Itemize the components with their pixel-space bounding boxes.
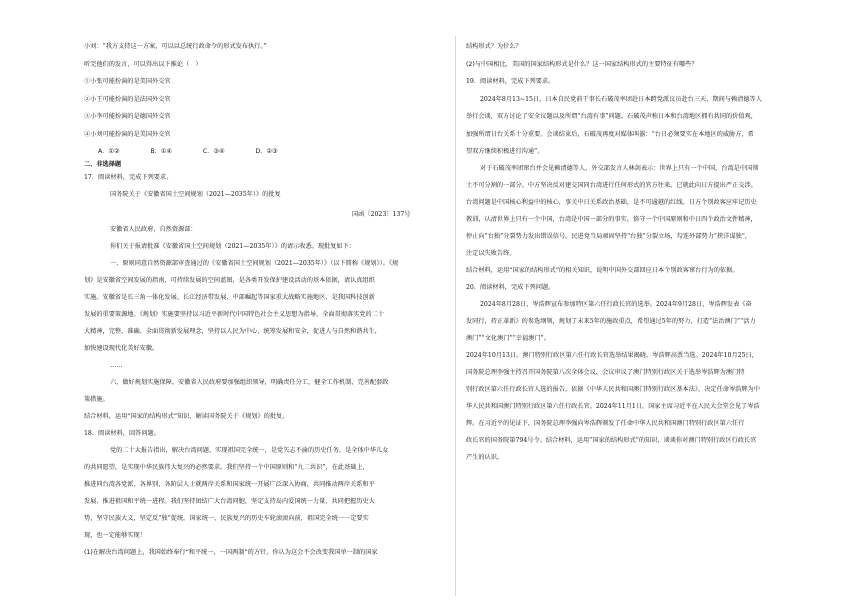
q18-subquestion-1: (1)在解决台湾问题上，我国始终奉行“和平统一，一国两制”的方针。你认为这会不会改变我国单一制的国家 bbox=[84, 549, 378, 556]
q20-material-line6: 别行政区第六任行政长官人选的报告，依据《中华人民共和国澳门特别行政区基本法》，决定任命岑浩辉为中 bbox=[466, 386, 760, 393]
q16-stem: 听完他们的发言，可以得出以下推论（ ） bbox=[84, 61, 202, 68]
q20-material-line4: 2024年10月13日，澳门特别行政区第六任行政长官选举结果揭晓，岑浩辉高票当选。2024年10月25日， bbox=[466, 352, 758, 359]
q20-material-line3: 澳门”“文化澳门”“幸福澳门”。 bbox=[466, 335, 550, 342]
q17-para1-line4: 发展的重要策源地。《规划》实施要坚持以习近平新时代中国特色社会主义思想为指导，全面贯彻落实党的二十 bbox=[84, 311, 385, 318]
q20-material-line2: 发同行，持正革新》的参选纲领，规划了未来5年的施政重点，希望通过5年的努力，打造“法治澳门”“活力 bbox=[466, 318, 756, 325]
q17-para1-line2: 划》是安徽省空间发展的指南、可持续发展的空间蓝图，是各类开发保护建设活动的基本依据，请认真组织 bbox=[84, 277, 375, 284]
q20-question-end: 产生的认识。 bbox=[466, 454, 504, 461]
q17-para1-line5: 大精神，完整、准确、全面贯彻新发展理念，坚持以人民为中心，统筹发展和安全，促进人与自然和谐共生， bbox=[84, 328, 381, 335]
q17-question: 结合材料，运用“国家的结构形式”知识，解读国务院关于《规划》的批复。 bbox=[84, 413, 289, 420]
q20-material-line1: 2024年8月28日，岑浩辉宣布参加特区第六任行政长官的选举。2024年9月28日，岑浩辉发表《奋 bbox=[480, 301, 752, 308]
q18-material-line5: 势，坚守民族大义，坚定反“独”促统。国家统一、民族复兴的历史车轮滚滚向前，祖国完全统一一定要实 bbox=[84, 515, 369, 522]
column-divider bbox=[455, 36, 456, 596]
q17-addressee: 安徽省人民政府，自然资源部： bbox=[110, 226, 197, 233]
q18-material-line1: 党的二十大报告指出，解决台湾问题、实现祖国完全统一，是党矢志不渝的历史任务，是全体中华儿女 bbox=[110, 447, 389, 454]
q19-material1-line4: 望双方继续积极进行沟通”。 bbox=[466, 148, 544, 155]
q16-statement-2: ②小王可能扮演的是法国外交官 bbox=[84, 96, 171, 103]
q16-speaker-liu: 小刘：“我方支持这一方案，可以以总统行政命令的形式发布执行。” bbox=[84, 43, 267, 50]
q18-material-line6: 现，也一定能够实现！ bbox=[84, 532, 146, 539]
q18-material-line4: 发展、推进祖国和平统一进程。我们坚持团结广大台湾同胞，坚定支持岛内爱国统一力量，共同把握历史大 bbox=[84, 498, 375, 505]
section-heading-non-choice: 二、非选择题 bbox=[84, 161, 122, 168]
q16-options: A．①② B．①④ C．③④ D．②③ bbox=[98, 148, 278, 155]
q19-material2-line6: 注定以失败告终。 bbox=[466, 250, 516, 257]
q19-material2-line2: 土不可分割的一部分。中方坚决反对建交国同台湾进行任何形式的官方往来，已就此向日方提出严正交涉。 bbox=[466, 182, 757, 189]
q20-material-line8: 辉。在习近平的见证下，国务院总理李强向岑浩辉颁发了任命中华人民共和国澳门特别行政区第六任行 bbox=[466, 420, 745, 427]
q17-para6-line1: 六、做好规划实施保障。安徽省人民政府要加强组织领导，明确责任分工，健全工作机制，完善配套政 bbox=[110, 379, 389, 386]
q20-material-line9: 政长官的国务院第794号令。结合材料，运用“国家的结构形式”的知识，谈谈你对澳门特别行政区行政长官 bbox=[466, 437, 757, 444]
q19-material2-line1: 对于石破茂率团窜台并会见赖清德等人，外交部发言人林剑表示：世界上只有一个中国，台湾是中国领 bbox=[480, 165, 759, 172]
q19-material2-line5: 停止向“台独”分裂势力发出错误信号。民进党当局顽固坚持“台独”分裂立场，勾连外部势力“挟洋谋独”， bbox=[466, 233, 752, 240]
q17-para1-line6: 加快建设现代化美好安徽。 bbox=[84, 345, 159, 352]
q17-para6-line2: 策措施。 bbox=[84, 396, 109, 403]
q19-material1-line1: 2024年8月13~15日，日本自民党前干事长石破茂率团赴日本跨党派议员赴台三天，期间与赖清德等人 bbox=[480, 96, 762, 103]
q20-prompt: 20．阅读材料，完成下列问题。 bbox=[466, 284, 555, 291]
q18-material-line2: 的共同愿望，是实现中华民族伟大复兴的必然要求。我们坚持一个中国原则和“九二共识”，在此基础上， bbox=[84, 464, 369, 471]
q19-question: 结合材料，运用“国家的结构形式”的相关知识，说明中国外交部回应日本个别政客窜台行为的依据。 bbox=[466, 267, 739, 274]
q20-material-line5: 国务院总理李强主持召开国务院第八次全体会议，会议审议了澳门特别行政区关于选举岑浩辉为澳门特 bbox=[466, 369, 745, 376]
q18-prompt: 18．阅读材料，回答问题。 bbox=[84, 430, 160, 437]
q18-material-line3: 推进同台湾各党派、各界别、各阶层人士就两岸关系和国家统一开展广泛深入协商，共同推动两岸关系和平 bbox=[84, 481, 375, 488]
q16-statement-3: ③小李可能扮演的是德国外交官 bbox=[84, 113, 171, 120]
q17-para1-line3: 实施。安徽省是长三角一体化发展、长江经济带发展、中部崛起等国家重大战略实施地区，是我国科技创新 bbox=[84, 294, 375, 301]
q17-ellipsis: …… bbox=[110, 362, 123, 369]
q17-prompt: 17．阅读材料，完成下列要求。 bbox=[84, 174, 173, 181]
q17-doc-number: 国函〔2023〕137号 bbox=[352, 211, 411, 218]
q19-material2-line3: 台湾问题是中国核心利益中的核心，事关中日关系政治基础，是不可逾越的红线。日方个别政客应牢记历史 bbox=[466, 199, 757, 206]
q17-doc-title: 国务院关于《安徽省国土空间规划（2021—2035年）》的批复 bbox=[110, 191, 281, 198]
q18-subquestion-1-cont: 结构形式？为什么？ bbox=[466, 43, 522, 50]
q19-material2-line4: 教训，认清世界上只有一个中国，台湾是中国一部分的事实，恪守一个中国原则和中日四个政治文件精神， bbox=[466, 216, 757, 223]
q18-subquestion-2: (2)与中国相比，美国的国家结构形式是什么？这一国家结构形式的主要特征有哪些？ bbox=[466, 61, 698, 68]
q17-para-intro: 你们关于报请批准《安徽省国土空间规划（2021—2035年）》的请示收悉。现批复如下： bbox=[110, 243, 355, 250]
q17-para1-line1: 一、原则同意自然资源部审查通过的《安徽省国土空间规划（2021—2035年）》（以下简称《规划》）。《规 bbox=[110, 260, 399, 267]
q16-statement-4: ④小刘可能扮演的是美国外交官 bbox=[84, 131, 171, 138]
q19-material1-line2: 举行会谈，双方讨论了安全议题以及所谓“台湾有事”问题。石破茂声称日本和台湾地区拥有共同的价值观， bbox=[466, 113, 757, 120]
q19-material1-line3: 加强所谓日台关系十分重要。会谈结束后，石破茂再度对媒体叫嚣：“台日必须要实在本地区的威胁方，希 bbox=[466, 131, 754, 138]
q19-prompt: 19．阅读材料，完成下列要求。 bbox=[466, 78, 555, 85]
q16-statement-1: ①小张可能扮演的是美国外交官 bbox=[84, 78, 171, 85]
q20-material-line7: 华人民共和国澳门特别行政区第六任行政长官。2024年11月1日，国家主席习近平在人民大会堂会见了岑浩 bbox=[466, 403, 760, 410]
